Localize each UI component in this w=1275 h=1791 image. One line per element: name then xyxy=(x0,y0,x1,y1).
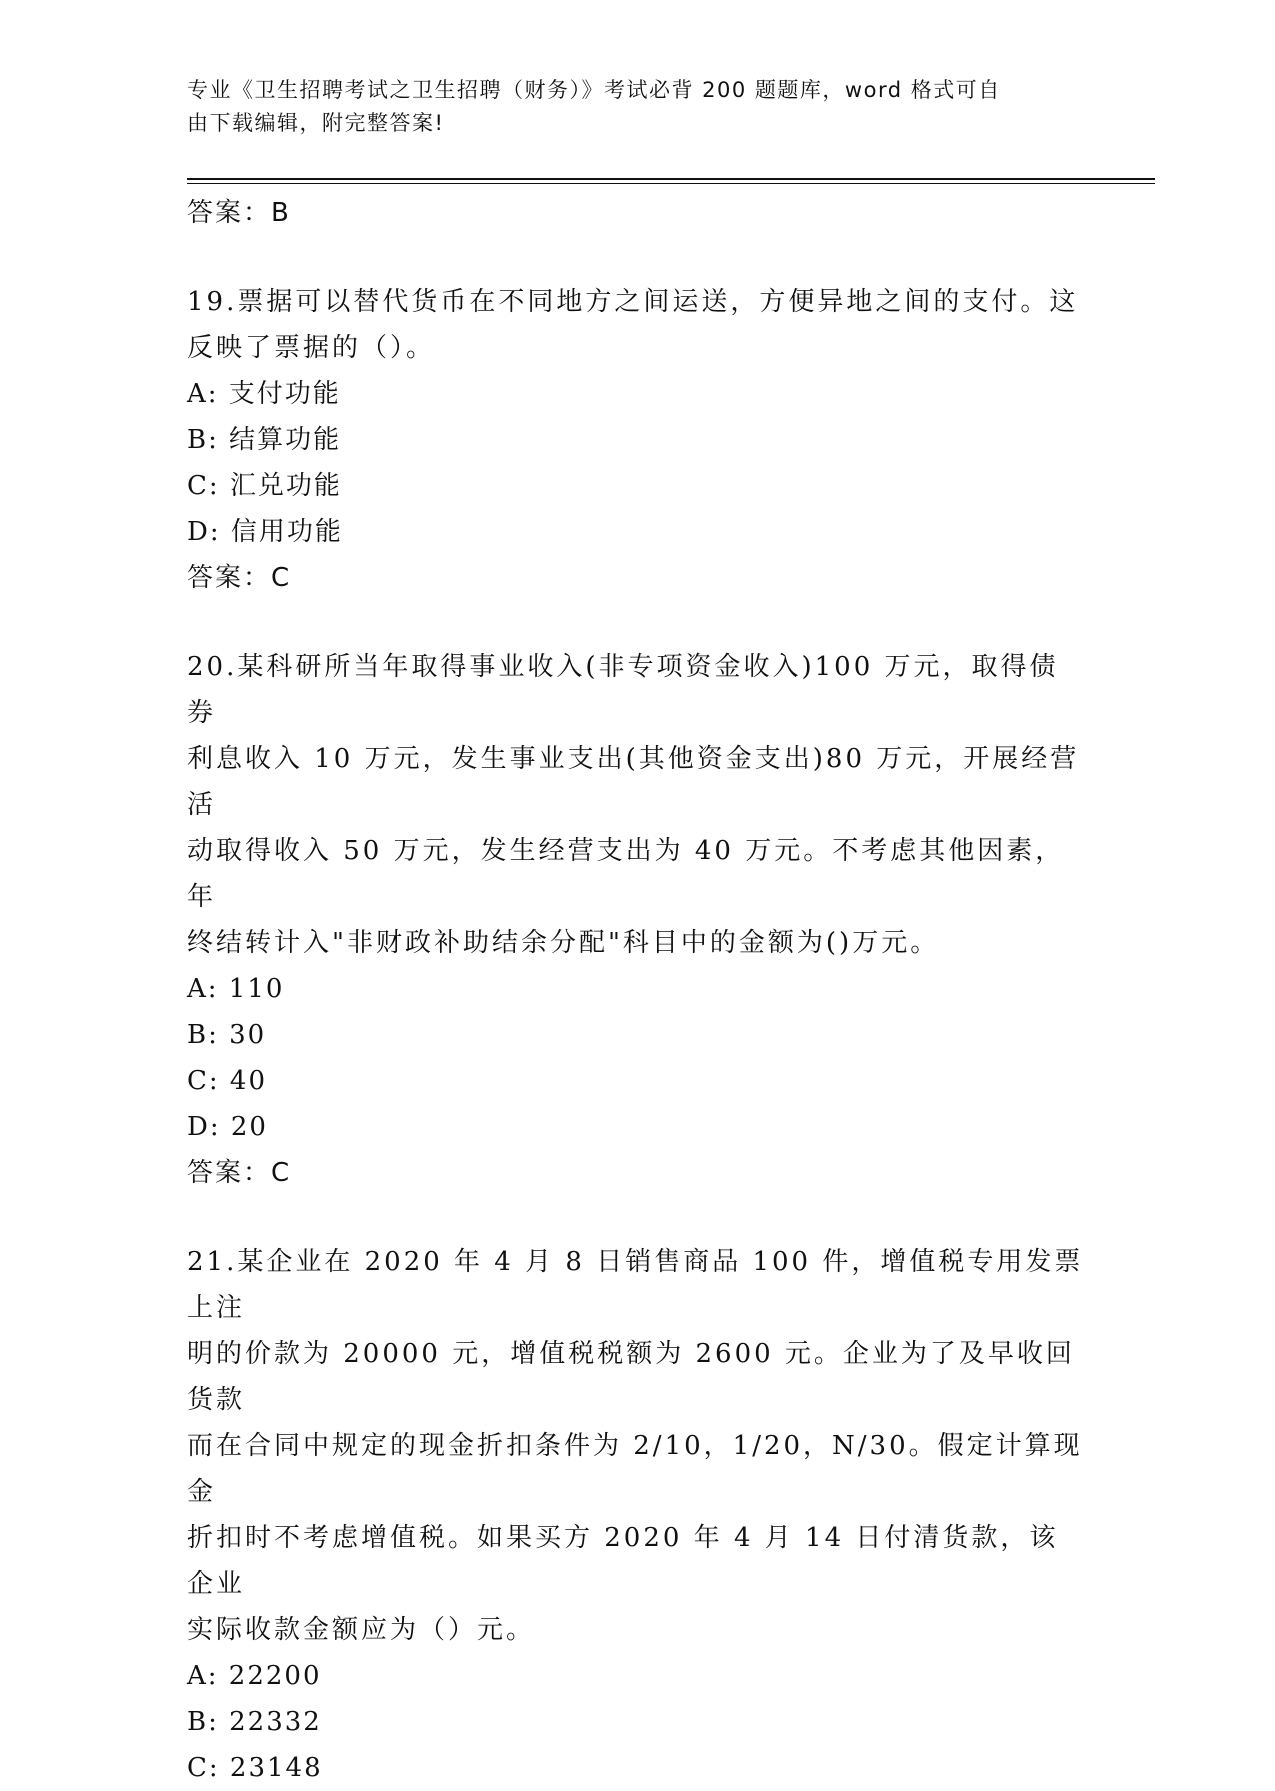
question-text-line: 20.某科研所当年取得事业收入(非专项资金收入)100 万元，取得债券 xyxy=(187,652,1059,728)
header-divider-thin xyxy=(187,183,1155,184)
question-text-line: 终结转计入"非财政补助结余分配"科目中的金额为()万元。 xyxy=(187,928,940,958)
option-a: A: 110 xyxy=(187,974,285,1004)
header-line-2: 由下载编辑，附完整答案! xyxy=(187,111,445,135)
question-text-line: 21.某企业在 2020 年 4 月 8 日销售商品 100 件，增值税专用发票上注 xyxy=(187,1247,1084,1323)
option-a: A: 22200 xyxy=(187,1661,322,1691)
document-body xyxy=(187,190,1087,1791)
option-c: C: 汇兑功能 xyxy=(187,471,342,501)
previous-answer: 答案：B xyxy=(187,198,291,228)
question-20 xyxy=(187,644,1087,1196)
question-text-line: 利息收入 10 万元，发生事业支出(其他资金支出)80 万元，开展经营活 xyxy=(187,744,1080,820)
header-divider-thick xyxy=(187,178,1155,180)
question-text-line: 动取得收入 50 万元，发生经营支出为 40 万元。不考虑其他因素，年 xyxy=(187,836,1065,912)
option-c: C: 40 xyxy=(187,1066,268,1096)
option-b: B: 结算功能 xyxy=(187,425,342,455)
option-d: D: 20 xyxy=(187,1112,268,1142)
question-text-line: 19.票据可以替代货币在不同地方之间运送，方便异地之间的支付。这 xyxy=(187,287,1079,317)
question-text-line: 折扣时不考虑增值税。如果买方 2020 年 4 月 14 日付清货款，该企业 xyxy=(187,1523,1059,1599)
question-21 xyxy=(187,1239,1087,1791)
question-text-line: 而在合同中规定的现金折扣条件为 2/10，1/20，N/30。假定计算现金 xyxy=(187,1431,1083,1507)
option-a: A: 支付功能 xyxy=(187,379,341,409)
header-line-1: 专业《卫生招聘考试之卫生招聘（财务）》考试必背 200 题题库，word 格式可自 xyxy=(187,78,1001,102)
question-19 xyxy=(187,279,1087,601)
answer: 答案：C xyxy=(187,1158,292,1188)
question-text-line: 实际收款金额应为（）元。 xyxy=(187,1615,536,1645)
option-d: D: 信用功能 xyxy=(187,517,343,547)
answer: 答案：C xyxy=(187,563,292,593)
document-header xyxy=(187,74,1067,140)
option-b: B: 30 xyxy=(187,1020,267,1050)
option-c: C: 23148 xyxy=(187,1753,323,1783)
question-text-line: 反映了票据的（）。 xyxy=(187,333,436,363)
question-text-line: 明的价款为 20000 元，增值税税额为 2600 元。企业为了及早收回货款 xyxy=(187,1339,1075,1415)
option-b: B: 22332 xyxy=(187,1707,322,1737)
